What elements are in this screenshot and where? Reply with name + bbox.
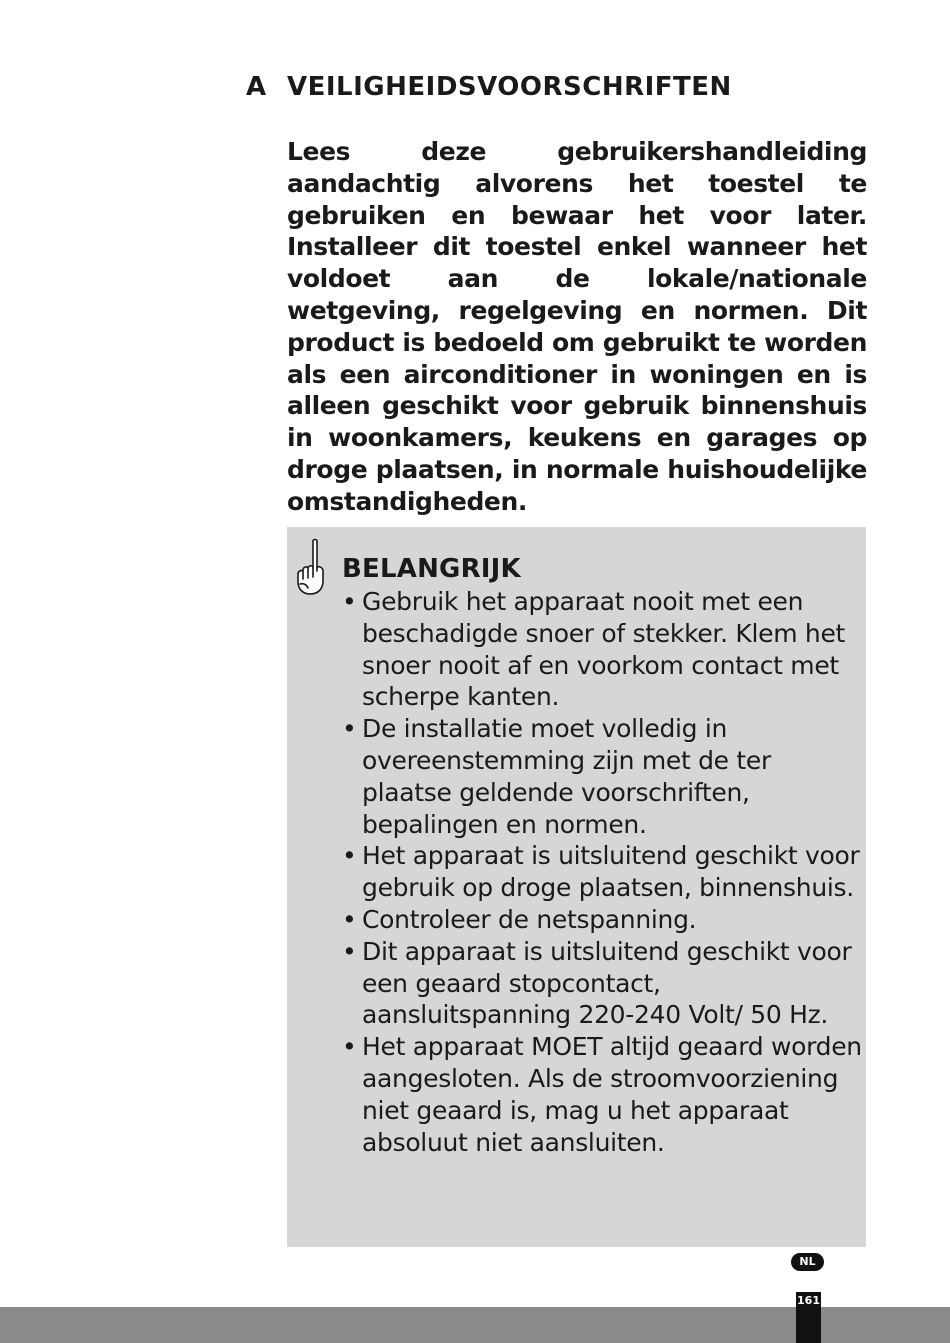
list-item-text: Gebruik het apparaat nooit met een beschadigde snoer of stekker. Klem het snoer nooit af en voorkom contact met scherpe kanten. bbox=[362, 587, 846, 712]
list-item-text: Dit apparaat is uitsluitend geschikt voor een geaard stopcontact, aansluitspanning 220-240 Volt/ 50 Hz. bbox=[362, 936, 852, 1030]
list-item-text: Het apparaat is uitsluitend geschikt voor gebruik op droge plaatsen, binnenshuis. bbox=[362, 841, 860, 903]
pointing-hand-icon bbox=[294, 537, 328, 599]
bullet: • bbox=[342, 841, 357, 871]
list-item bbox=[342, 904, 862, 936]
section-letter: A bbox=[246, 72, 267, 102]
list-item bbox=[342, 1031, 862, 1158]
list-item-text: Controleer de netspanning. bbox=[362, 904, 697, 934]
intro-paragraph: Lees deze gebruikershandleiding aandachtig alvorens het toestel te gebruiken en bewaar het voor later. Installeer dit toestel enkel wanneer het voldoet aan de lokale/nationale wetgeving, regelgeving en normen. Dit product is bedoeld om gebruikt te worden als een airconditioner in woningen en is alleen geschikt voor gebruik binnenshuis in woonkamers, keukens en garages op droge plaatsen, in normale huishoudelijke omstandigheden. bbox=[287, 137, 867, 516]
list-item-text: De installatie moet volledig in overeenstemming zijn met de ter plaatse geldende voorschriften, bepalingen en normen. bbox=[362, 714, 771, 839]
section-title: VEILIGHEIDSVOORSCHRIFTEN bbox=[287, 72, 732, 102]
list-item bbox=[342, 936, 862, 1031]
list-item bbox=[342, 713, 862, 840]
section-heading bbox=[246, 70, 732, 104]
important-notice-box bbox=[287, 527, 866, 1247]
bullet: • bbox=[342, 1032, 357, 1062]
bullet: • bbox=[342, 714, 357, 744]
bullet: • bbox=[342, 587, 357, 616]
notice-list bbox=[342, 586, 862, 1158]
bullet: • bbox=[342, 936, 357, 966]
language-badge: NL bbox=[791, 1253, 824, 1271]
bullet: • bbox=[342, 904, 357, 934]
page-number: 161 bbox=[797, 1294, 820, 1307]
list-item bbox=[342, 586, 862, 713]
list-item bbox=[342, 840, 862, 904]
list-item-text: Het apparaat MOET altijd geaard worden aangesloten. Als de stroomvoorziening niet geaard is, mag u het apparaat absoluut niet aansluiten. bbox=[362, 1032, 862, 1157]
notice-title: BELANGRIJK bbox=[342, 554, 521, 584]
